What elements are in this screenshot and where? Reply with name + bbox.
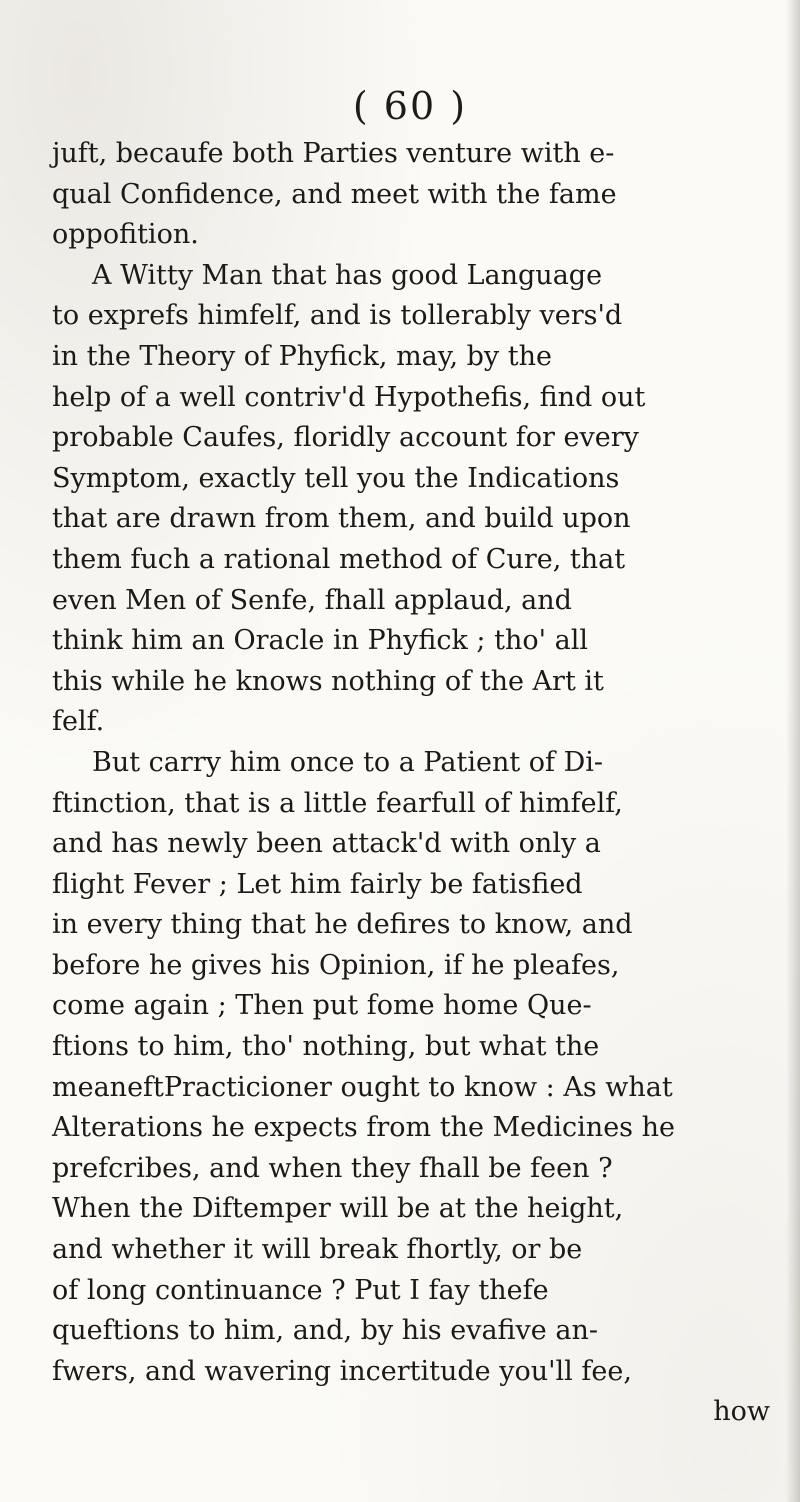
text-line: When the Diftemper will be at the height, xyxy=(52,1193,624,1225)
catchword: how xyxy=(713,1396,770,1428)
text-line: before he gives his Opinion, if he pleafes, xyxy=(52,949,620,981)
text-line: ftions to him, tho' nothing, but what the xyxy=(52,1031,600,1063)
text-line: even Men of Senfe, fhall applaud, and xyxy=(52,584,572,616)
page-edge-shadow xyxy=(786,0,800,1502)
text-line: that are drawn from them, and build upon xyxy=(52,503,631,535)
text-line: ftinction, that is a little fearfull of himfelf, xyxy=(52,787,623,819)
text-line: come again ; Then put fome home Que- xyxy=(52,990,592,1022)
text-line: in the Theory of Phyfick, may, by the xyxy=(52,340,552,372)
text-line: fwers, and wavering incertitude you'll fee, xyxy=(52,1355,632,1387)
text-line: Symptom, exactly tell you the Indications xyxy=(52,462,620,494)
text-line: to exprefs himfelf, and is tollerably vers'd xyxy=(52,300,623,332)
text-line: But carry him once to a Patient of Di- xyxy=(92,746,604,778)
text-line: of long continuance ? Put I fay thefe xyxy=(52,1274,549,1306)
text-line: think him an Oracle in Phyfick ; tho' all xyxy=(52,625,588,657)
body-text xyxy=(52,134,788,1433)
text-line: queftions to him, and, by his evafive an- xyxy=(52,1315,598,1347)
page-number: ( 60 ) xyxy=(352,84,468,128)
text-line: flight Fever ; Let him fairly be fatisfied xyxy=(52,868,583,900)
text-line: them fuch a rational method of Cure, that xyxy=(52,543,626,575)
text-line: and whether it will break fhortly, or be xyxy=(52,1234,583,1266)
text-line: prefcribes, and when they fhall be feen ? xyxy=(52,1152,613,1184)
text-line: this while he knows nothing of the Art it xyxy=(52,665,604,697)
text-line: probable Caufes, floridly account for every xyxy=(52,422,639,454)
text-line: felf. xyxy=(52,706,105,738)
text-line: help of a well contriv'd Hypothefis, find out xyxy=(52,381,646,413)
text-line: oppofition. xyxy=(52,219,199,251)
text-line: in every thing that he defires to know, and xyxy=(52,909,633,941)
text-line: Alterations he expects from the Medicines he xyxy=(52,1112,675,1144)
text-line: juft, becaufe both Parties venture with e- xyxy=(52,138,615,169)
text-line: meaneftPracticioner ought to know : As what xyxy=(52,1071,673,1103)
text-line: qual Confidence, and meet with the fame xyxy=(52,178,617,210)
text-line: A Witty Man that has good Language xyxy=(92,259,603,291)
text-line: and has newly been attack'd with only a xyxy=(52,828,601,860)
